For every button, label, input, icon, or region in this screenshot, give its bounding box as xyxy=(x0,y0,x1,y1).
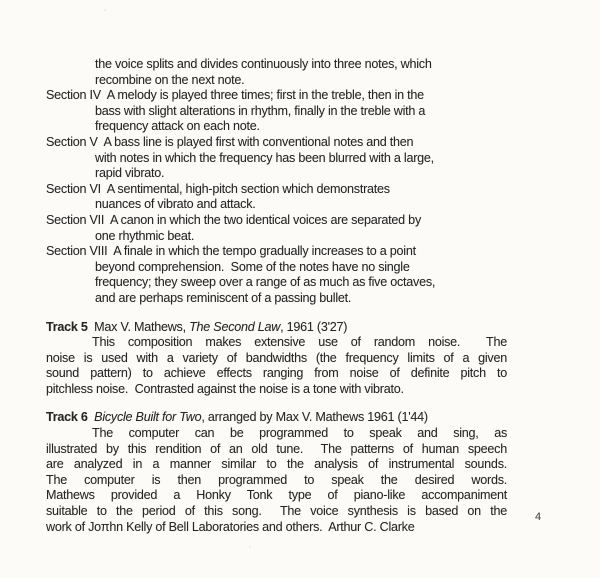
scan-speck xyxy=(104,9,106,11)
text-line: are analyzed in a manner similar to the analysis of instrumental sounds. xyxy=(46,457,507,472)
text-line: and are perhaps reminiscent of a passing bullet. xyxy=(95,290,352,305)
track-description xyxy=(46,335,507,397)
track-description xyxy=(46,426,507,535)
text-line: the voice splits and divides continuously into three notes, which xyxy=(95,57,432,71)
text-line: recombine on the next note. xyxy=(95,72,245,87)
track-title xyxy=(46,410,507,426)
section-entry xyxy=(46,213,507,244)
text-line: beyond comprehension. Some of the notes have no single xyxy=(95,259,410,274)
track-title-part: Track 5 xyxy=(46,319,88,334)
track-block xyxy=(46,410,507,535)
text-line: Section VII A canon in which the two identical voices are separated by xyxy=(46,212,421,227)
text-line: with notes in which the frequency has been blurred with a large, xyxy=(95,150,434,165)
text-line: rapid vibrato. xyxy=(95,166,165,181)
text-line: work of Joπhn Kelly of Bell Laboratories and others. Arthur C. Clarke xyxy=(46,519,415,534)
track-block xyxy=(46,320,507,398)
track-title-part: , 1961 (3'27) xyxy=(280,319,348,334)
track-list xyxy=(46,320,507,536)
text-column xyxy=(46,57,507,535)
text-line: frequency attack on each note. xyxy=(95,119,260,134)
track-title-part: The Second Law xyxy=(189,319,281,334)
text-line: sound pattern) to achieve effects ranging from noise of definite pitch to xyxy=(46,366,507,381)
section-entry xyxy=(46,182,507,213)
text-line: nuances of vibrato and attack. xyxy=(95,197,256,212)
text-line: pitchless noise. Contrasted against the noise is a tone with vibrato. xyxy=(46,381,404,396)
text-line: The computer is then programmed to speak the desired words. xyxy=(46,472,507,487)
text-line: suitable to the period of this song. The voice synthesis is based on the xyxy=(46,504,507,519)
section-entry xyxy=(46,244,507,306)
text-line: The computer can be programmed to speak and sing, as xyxy=(92,426,507,441)
section-entry xyxy=(46,135,507,182)
text-line: Section VI A sentimental, high-pitch section which demonstrates xyxy=(46,181,390,196)
track-title xyxy=(46,320,507,336)
text-line: bass with slight alterations in rhythm, finally in the treble with a xyxy=(95,103,426,118)
track-title-part: Max V. Mathews, xyxy=(87,319,190,334)
text-line: noise is used with a variety of bandwidths (the frequency limits of a given xyxy=(46,350,507,365)
scan-speck xyxy=(249,546,251,548)
section-list xyxy=(46,57,507,307)
section-entry xyxy=(46,57,507,88)
section-entry xyxy=(46,88,507,135)
track-title-part: , arranged by Max V. Mathews 1961 (1'44) xyxy=(201,410,428,425)
text-line: frequency; they sweep over a range of as much as five octaves, xyxy=(95,275,436,290)
track-title-part: Track 6 xyxy=(46,410,88,425)
track-title-part: Bicycle Built for Two xyxy=(94,410,202,425)
text-line: This composition makes extensive use of random noise. The xyxy=(92,335,507,350)
text-line: Section VIII A finale in which the tempo gradually increases to a point xyxy=(46,244,416,259)
page-number: 4 xyxy=(535,511,542,523)
text-line: one rhythmic beat. xyxy=(95,228,195,243)
text-line: Mathews provided a Honky Tonk type of piano-like accompaniment xyxy=(46,488,507,503)
text-line: Section V A bass line is played first with conventional notes and then xyxy=(46,134,414,149)
text-line: illustrated by this rendition of an old tune. The patterns of human speech xyxy=(46,441,507,456)
text-line: Section IV A melody is played three times; first in the treble, then in the xyxy=(46,88,424,103)
